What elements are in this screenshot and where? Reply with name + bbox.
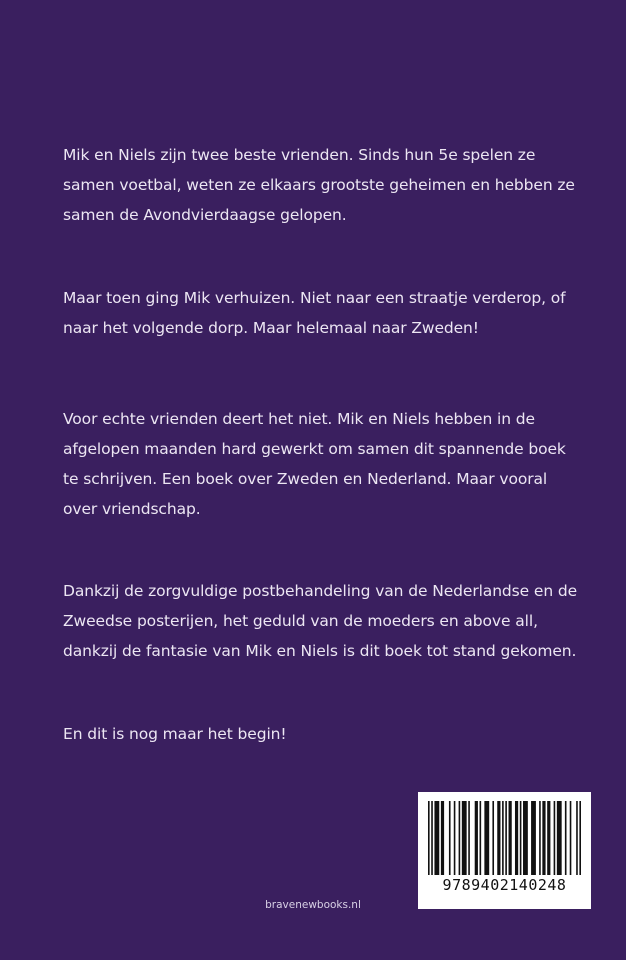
barcode-bar — [484, 801, 489, 875]
barcode-bar — [431, 801, 433, 875]
barcode-bar — [449, 801, 451, 875]
barcode-bar — [434, 801, 439, 875]
barcode-bar — [520, 801, 522, 875]
barcode-bar — [454, 801, 456, 875]
barcode-bar — [554, 801, 556, 875]
barcode-bar — [523, 801, 528, 875]
publisher-website: bravenewbooks.nl — [265, 899, 361, 911]
barcode-bar — [579, 801, 581, 875]
barcode-bar — [515, 801, 518, 875]
barcode-bar — [557, 801, 562, 875]
blurb-paragraph-3: Voor echte vrienden deert het niet. Mik en Niels hebben in de afgelopen maanden hard gewerkt om samen dit spannende boek te schrijven. Een boek over Zweden en Nederland. Maar vooral over vriendschap. — [63, 410, 566, 518]
barcode-bar — [576, 801, 578, 875]
barcode-bar — [539, 801, 541, 875]
blurb-paragraph-4: Dankzij de zorgvuldige postbehandeling van de Nederlandse en de Zweedse posterijen, het geduld van de moeders en above all, dankzij de fantasie van Mik en Niels is dit boek tot stand gekomen. — [63, 582, 578, 660]
barcode-bar — [428, 801, 430, 875]
barcode-bar — [570, 801, 572, 875]
isbn-number: 9789402140248 — [442, 876, 567, 894]
barcode-bar — [468, 801, 470, 875]
barcode-bar — [542, 801, 545, 875]
barcode-bar — [505, 801, 507, 875]
blurb-paragraph-2: Maar toen ging Mik verhuizen. Niet naar een straatje verderop, of naar het volgende dorp. Maar helemaal naar Zweden! — [63, 289, 566, 337]
barcode-bar — [509, 801, 512, 875]
blurb-paragraph-1: Mik en Niels zijn twee beste vrienden. Sinds hun 5e spelen ze samen voetbal, weten ze elkaars grootste geheimen en hebben ze samen de Avondvierdaagse gelopen. — [63, 146, 575, 224]
isbn-barcode — [418, 792, 591, 909]
barcode-bar — [497, 801, 500, 875]
blurb-paragraph-5: En dit is nog maar het begin! — [63, 725, 287, 743]
barcode-bar — [565, 801, 567, 875]
barcode-bar — [480, 801, 482, 875]
barcode-bar — [531, 801, 536, 875]
barcode-bar — [459, 801, 461, 875]
barcode-bar — [492, 801, 494, 875]
barcode-bar — [547, 801, 550, 875]
barcode-bar — [462, 801, 467, 875]
barcode-bar — [475, 801, 478, 875]
barcode-bars — [428, 801, 581, 875]
barcode-bar — [502, 801, 504, 875]
barcode-bar — [441, 801, 444, 875]
